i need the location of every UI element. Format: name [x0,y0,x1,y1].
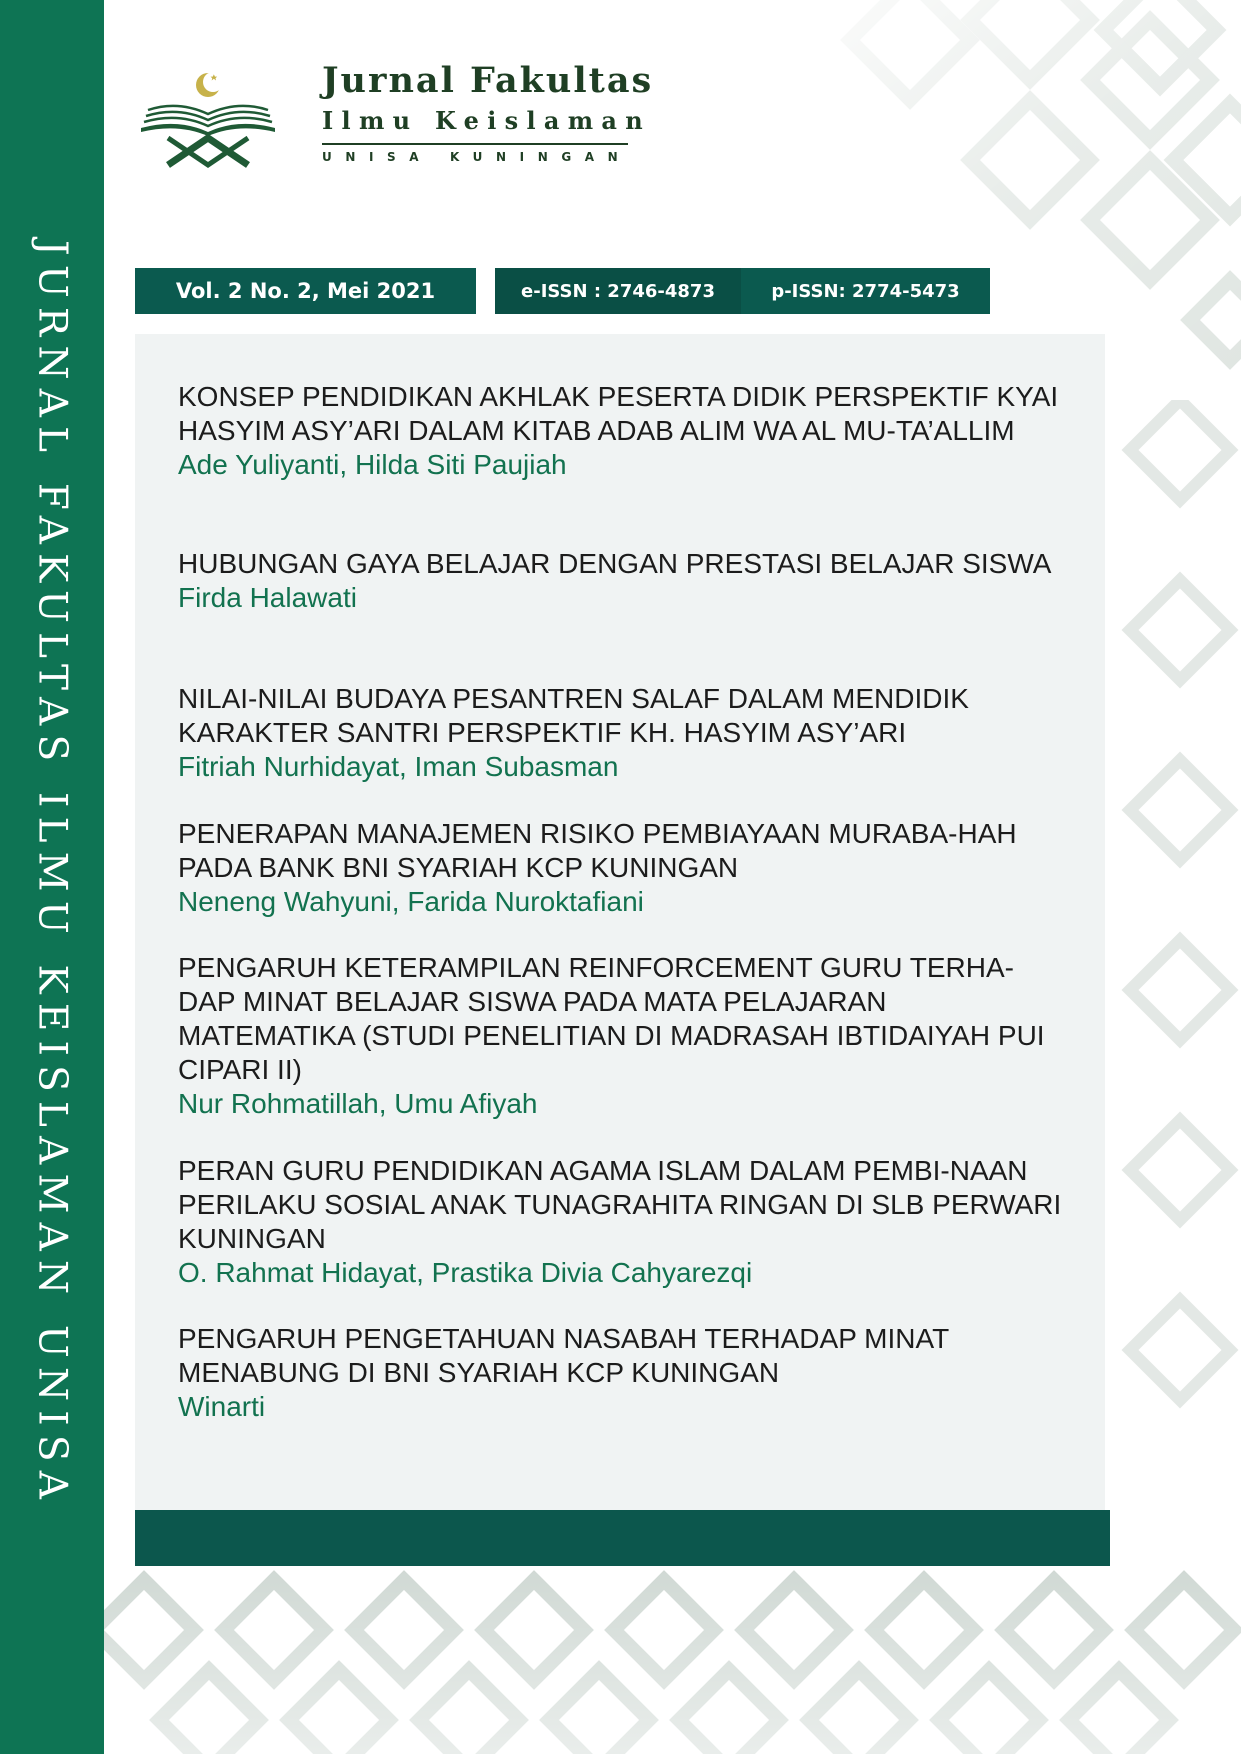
article-authors: Firda Halawati [178,582,357,613]
article-authors: O. Rahmat Hidayat, Prastika Divia Cahyarezqi [178,1257,753,1288]
journal-subtitle: Ilmu Keislaman [322,106,652,135]
spine-title: JURNAL FAKULTAS ILMU KEISLAMAN UNISA [29,240,75,1509]
article-authors: Fitriah Nurhidayat, Iman Subasman [178,751,619,782]
volume-badge: Vol. 2 No. 2, Mei 2021 [135,268,476,314]
islamic-pattern-bottom-decoration [104,1560,1241,1754]
institution-name: UNISA KUNINGAN [322,150,632,164]
article-title: HUBUNGAN GAYA BELAJAR DENGAN PRESTASI BELAJAR SISWA [178,548,1052,579]
article-title: PERAN GURU PENDIDIKAN AGAMA ISLAM DALAM PEMBI-NAAN PERILAKU SOSIAL ANAK TUNAGRAHITA RINGAN DI SLB PERWARI KUNINGAN [178,1155,1062,1254]
bottom-band [135,1510,1110,1566]
side-band [0,0,104,1754]
pissn-badge: p-ISSN: 2774-5473 [741,268,990,314]
article-authors: Neneng Wahyuni, Farida Nuroktafiani [178,886,644,917]
article-title: PENGARUH PENGETAHUAN NASABAH TERHADAP MINAT MENABUNG DI BNI SYARIAH KCP KUNINGAN [178,1323,949,1388]
islamic-pattern-side-decoration [1100,400,1241,1500]
quran-book-logo-icon [133,70,283,170]
article-authors: Nur Rohmatillah, Umu Afiyah [178,1088,538,1119]
title-divider [322,143,628,145]
article-entry [178,1322,1068,1424]
article-entry [178,1154,1068,1290]
eissn-badge: e-ISSN : 2746-4873 [495,268,741,314]
crescent-icon [196,72,223,97]
article-entry [178,547,1068,615]
journal-title: Jurnal Fakultas [322,60,654,101]
article-authors: Winarti [178,1391,266,1422]
table-of-contents [135,334,1105,1512]
article-entry [178,817,1068,919]
article-title: PENERAPAN MANAJEMEN RISIKO PEMBIAYAAN MURABA-HAH PADA BANK BNI SYARIAH KCP KUNINGAN [178,818,1017,883]
article-title: KONSEP PENDIDIKAN AKHLAK PESERTA DIDIK PERSPEKTIF KYAI HASYIM ASY’ARI DALAM KITAB ADAB ALIM WA AL MU-TA’ALLIM [178,381,1059,446]
article-entry [178,682,1068,784]
article-title: NILAI-NILAI BUDAYA PESANTREN SALAF DALAM MENDIDIK KARAKTER SANTRI PERSPEKTIF KH. HASYIM ASY’ARI [178,683,969,748]
article-authors: Ade Yuliyanti, Hilda Siti Paujiah [178,449,567,480]
article-entry [178,951,1068,1121]
article-title: PENGARUH KETERAMPILAN REINFORCEMENT GURU TERHA-DAP MINAT BELAJAR SISWA PADA MATA PELAJARAN MATEMATIKA (STUDI PENELITIAN DI MADRASAH IBTIDAIYAH PUI CIPARI II) [178,952,1045,1085]
article-entry [178,380,1068,482]
